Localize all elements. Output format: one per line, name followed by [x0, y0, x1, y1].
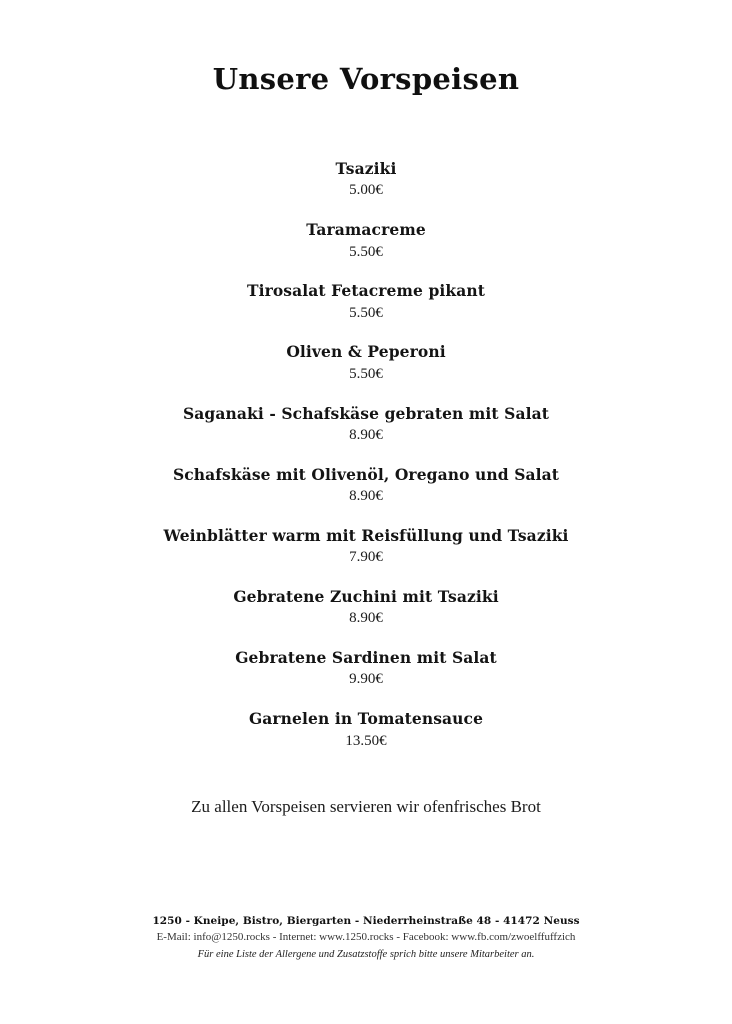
menu-item-name: Gebratene Zuchini mit Tsaziki [233, 586, 499, 606]
menu-item-price: 8.90€ [349, 426, 383, 443]
menu-item-name: Tsaziki [335, 159, 397, 178]
menu-item-price: 5.50€ [349, 365, 383, 382]
list-item [40, 281, 692, 324]
menu-item-list [40, 159, 692, 770]
menu-item-name: Taramacreme [306, 220, 426, 240]
list-item [40, 404, 692, 447]
list-item [40, 526, 692, 569]
footer [0, 914, 732, 962]
footer-allergen-note: Für eine Liste der Allergene und Zusatzstoffe sprich bitte unsere Mitarbeiter an. [197, 948, 535, 960]
menu-item-price: 5.50€ [349, 243, 383, 260]
list-item [40, 587, 692, 630]
menu-item-name: Saganaki - Schafskäse gebraten mit Salat [183, 403, 549, 423]
menu-item-name: Gebratene Sardinen mit Salat [235, 648, 497, 667]
menu-item-price: 8.90€ [349, 488, 383, 504]
menu-item-name: Oliven & Peperoni [286, 342, 446, 362]
menu-item-name: Garnelen in Tomatensauce [248, 709, 484, 729]
menu-item-price: 8.90€ [349, 610, 383, 627]
menu-item-price: 5.00€ [349, 182, 383, 199]
page-title: Unsere Vorspeisen [212, 62, 520, 96]
menu-note: Zu allen Vorspeisen servieren wir ofenfrisches Brot [191, 797, 541, 817]
menu-item-price: 7.90€ [349, 549, 383, 566]
list-item [40, 220, 692, 263]
menu-item-name: Schafskäse mit Olivenöl, Oregano und Salat [172, 464, 560, 484]
list-item [40, 648, 692, 691]
footer-contact: E-Mail: info@1250.rocks - Internet: www.1250.rocks - Facebook: www.fb.com/zwoelffuffzich [156, 930, 576, 943]
footer-address: 1250 - Kneipe, Bistro, Biergarten - Niederrheinstraße 48 - 41472 Neuss [152, 914, 580, 927]
list-item [40, 159, 692, 202]
list-item [40, 465, 692, 508]
list-item [40, 342, 692, 385]
list-item [40, 709, 692, 752]
menu-item-price: 13.50€ [345, 732, 387, 749]
menu-item-price: 5.50€ [349, 304, 383, 321]
menu-item-name: Tirosalat Fetacreme pikant [246, 281, 486, 301]
menu-item-price: 9.90€ [349, 671, 383, 688]
menu-item-name: Weinblätter warm mit Reisfüllung und Tsaziki [163, 525, 569, 545]
